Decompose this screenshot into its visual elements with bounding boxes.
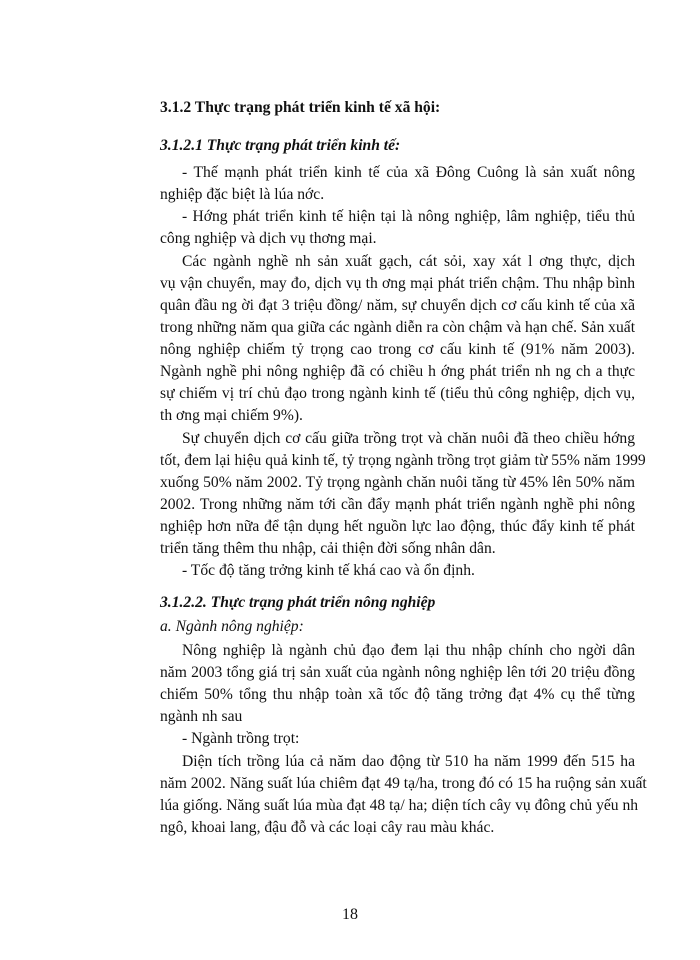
text-line: trong những năm qua giữa các ngành diễn ra còn chậm và hạn chế. Sản xuất [160,319,636,336]
text-line: sự chiếm vị trí chủ đạo trong ngành kinh tế (tiểu thủ công nghiệp, dịch vụ, [160,385,635,402]
page-number: 18 [342,906,358,923]
text-line: tốt, đem lại hiệu quả kinh tế, tỷ trọng ngành trồng trọt giảm từ 55% năm 1999 [160,452,646,469]
text-line: công nghiệp và dịch vụ thơng mại. [160,230,377,247]
text-line: - Hớng phát triển kinh tế hiện tại là nông nghiệp, lâm nghiệp, tiểu thủ [182,208,635,225]
text-line: nghiệp hơn nữa để tận dụng hết nguồn lực lao động, thúc đẩy kinh tế phát [160,518,635,535]
section-heading: 3.1.2 Thực trạng phát triển kinh tế xã hội: [160,99,441,116]
text-line: Các ngành nghề nh sản xuất gạch, cát sỏi, xay xát l ơng thực, dịch [182,253,635,270]
text-line: triển tăng thêm thu nhập, cải thiện đời sống nhân dân. [160,540,496,557]
text-line: Diện tích trồng lúa cả năm dao động từ 510 ha năm 1999 đến 515 ha [182,753,635,770]
text-line: ngô, khoai lang, đậu đỗ và các loại cây rau màu khác. [160,819,495,836]
text-line: xuống 50% năm 2002. Tỷ trọng ngành chăn nuôi tăng từ 45% lên 50% năm [160,474,635,491]
text-line: lúa giống. Năng suất lúa mùa đạt 48 tạ/ ha; diện tích cây vụ đông chủ yếu nh [160,797,639,814]
subsection-heading-economy: 3.1.2.1 Thực trạng phát triển kinh tế: [160,137,401,154]
text-line: năm 2002. Năng suất lúa chiêm đạt 49 tạ/ha, trong đó có 15 ha ruộng sản xuất [160,775,647,792]
text-line: Nông nghiệp là ngành chủ đạo đem lại thu nhập chính cho ngời dân [182,642,635,659]
text-line: vụ vận chuyển, may đo, dịch vụ th ơng mại phát triển chậm. Thu nhập bình [160,275,635,292]
text-line: nông nghiệp chiếm tỷ trọng cao trong cơ cấu kinh tế (91% năm 2003). [160,341,635,358]
text-line: chiếm 50% tổng thu nhập toàn xã tốc độ tăng trởng đạt 4% cụ thể từng [160,686,635,703]
subsection-heading-agriculture: 3.1.2.2. Thực trạng phát triển nông nghiệp [160,594,436,611]
text-line: quân đầu ng ời đạt 3 triệu đồng/ năm, sự chuyển dịch cơ cấu kinh tế của xã [160,297,635,314]
text-line: th ơng mại chiếm 9%). [160,407,303,424]
text-line: ngành nh sau [160,708,243,725]
text-line: - Tốc độ tăng trởng kinh tế khá cao và ổn định. [182,562,475,579]
subsection-label-a: a. Ngành nông nghiệp: [160,618,304,635]
text-line: Sự chuyển dịch cơ cấu giữa trồng trọt và chăn nuôi đã theo chiều hớng [182,430,635,447]
text-line: năm 2003 tổng giá trị sản xuất của ngành nông nghiệp lên tới 20 triệu đồng [160,664,635,681]
text-line: Ngành nghề phi nông nghiệp đã có chiều h ớng phát triển nh ng ch a thực [160,363,635,380]
text-line: - Thế mạnh phát triển kinh tế của xã Đông Cuông là sản xuất nông [182,164,635,181]
text-line: 2002. Trong những năm tới cần đẩy mạnh phát triển ngành nghề phi nông [160,496,635,513]
text-line: nghiệp đặc biệt là lúa nớc. [160,186,325,203]
text-line: - Ngành trồng trọt: [182,730,300,747]
